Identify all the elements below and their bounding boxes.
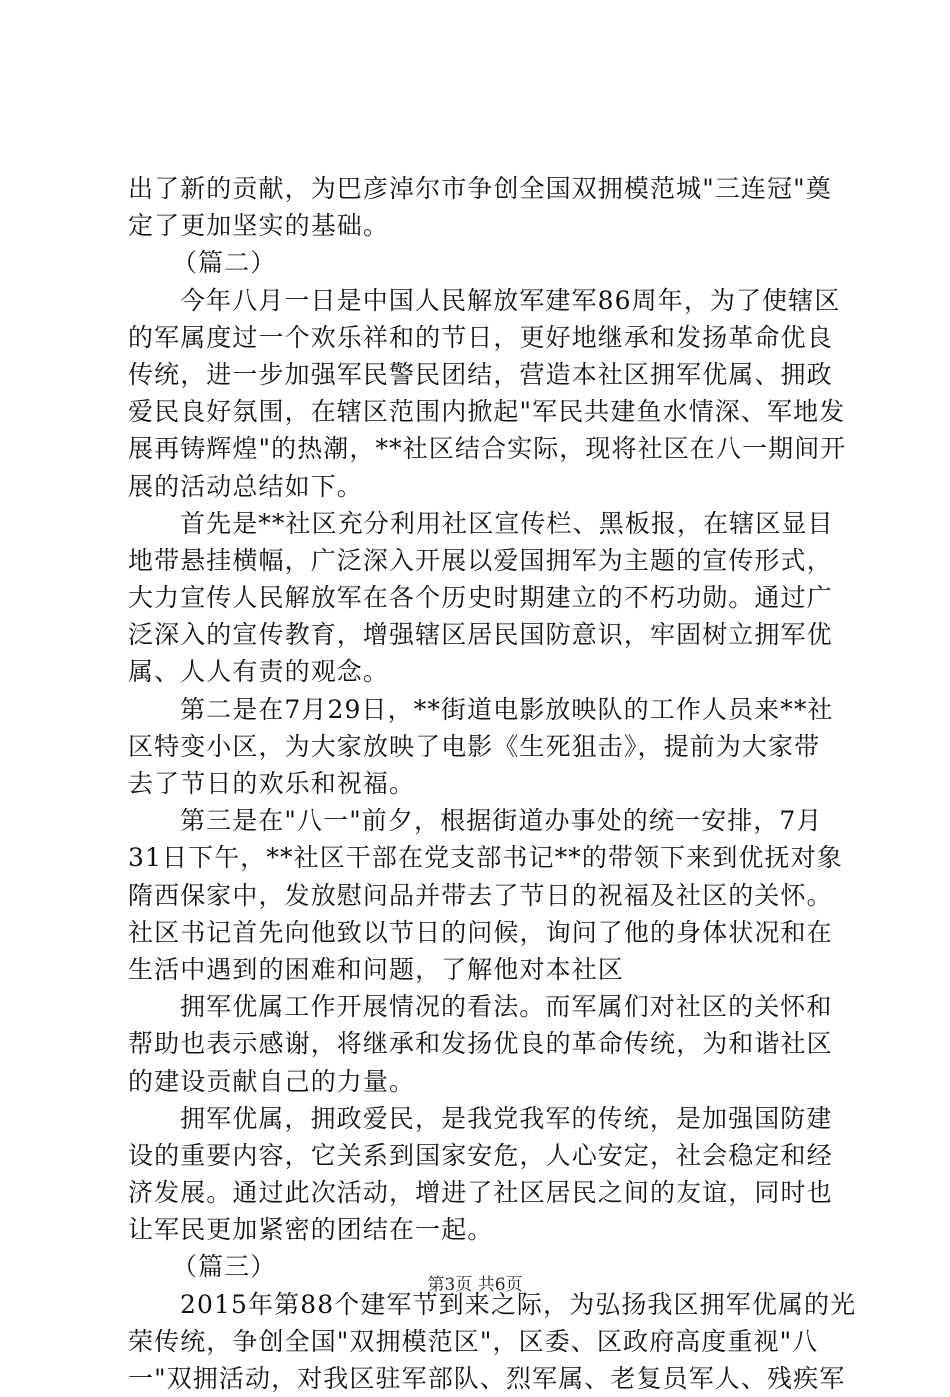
- paragraph-line: 济发展。通过此次活动，增进了社区居民之间的友谊，同时也: [128, 1178, 833, 1208]
- paragraph-line: 首先是**社区充分利用社区宣传栏、黑板报，在辖区显目: [180, 508, 834, 538]
- paragraph-line: 隋西保家中，发放慰问品并带去了节日的祝福及社区的关怀。: [128, 880, 833, 910]
- page-footer: 第3页 共6页: [427, 1275, 523, 1295]
- paragraph-line: 31日下午，**社区干部在党支部书记**的带领下来到优抚对象: [128, 843, 843, 873]
- paragraph-line: 泛深入的宣传教育，增强辖区居民国防意识，牢固树立拥军优: [128, 620, 833, 650]
- paragraph-line: 定了更加坚实的基础。: [128, 211, 390, 241]
- paragraph-line: 爱民良好氛围，在辖区范围内掀起"军民共建鱼水情深、军地发: [128, 397, 846, 427]
- section-heading: （篇二）: [172, 248, 277, 278]
- paragraph-line: 展的活动总结如下。: [128, 471, 363, 501]
- paragraph-line: 去了节日的欢乐和祝福。: [128, 769, 416, 798]
- paragraph-line: 的建设贡献自己的力量。: [128, 1066, 416, 1096]
- paragraph-line: 荣传统，争创全国"双拥模范区"，区委、区政府高度重视"八: [128, 1326, 819, 1356]
- paragraph-line: 社区书记首先向他致以节日的问候，询问了他的身体状况和在: [128, 917, 833, 947]
- paragraph-line: 让军民更加紧密的团结在一起。: [128, 1215, 494, 1245]
- paragraph-line: 设的重要内容，它关系到国家安危，人心安定，社会稳定和经: [128, 1140, 833, 1170]
- paragraph-line: 今年八月一日是中国人民解放军建军86周年，为了使辖区: [180, 285, 841, 315]
- paragraph-line: 地带悬挂横幅，广泛深入开展以爱国拥军为主题的宣传形式，: [128, 545, 833, 575]
- paragraph-line: 属、人人有责的观念。: [128, 657, 390, 687]
- paragraph-line: 出了新的贡献，为巴彦淖尔市争创全国双拥模范城"三连冠"奠: [128, 174, 832, 203]
- paragraph-line: 展再铸辉煌"的热潮，**社区结合实际，现将社区在八一期间开: [128, 434, 847, 464]
- section-heading: （篇三）: [172, 1252, 277, 1282]
- paragraph-line: 大力宣传人民解放军在各个历史时期建立的不朽功勋。通过广: [128, 583, 833, 613]
- paragraph-line: 帮助也表示感谢，将继承和发扬优良的革命传统，为和谐社区: [128, 1029, 833, 1059]
- paragraph-line: 拥军优属，拥政爱民，是我党我军的传统，是加强国防建: [180, 1103, 833, 1133]
- paragraph-line: 第三是在"八一"前夕，根据街道办事处的统一安排，7月: [180, 806, 823, 836]
- paragraph-line: 一"双拥活动，对我区驻军部队、烈军属、老复员军人、残疾军: [128, 1364, 846, 1393]
- paragraph-line: 生活中遇到的困难和问题，了解他对本社区: [128, 954, 624, 984]
- document-body: [128, 170, 857, 1397]
- paragraph-line: 传统，进一步加强军民警民团结，营造本社区拥军优属、拥政: [128, 359, 833, 389]
- paragraph-line: 的军属度过一个欢乐祥和的节日，更好地继承和发扬革命优良: [128, 322, 833, 352]
- paragraph-line: 2015年第88个建军节到来之际，为弘扬我区拥军优属的光: [180, 1289, 857, 1319]
- paragraph-line: 拥军优属工作开展情况的看法。而军属们对社区的关怀和: [180, 992, 833, 1022]
- paragraph-line: 区特变小区，为大家放映了电影《生死狙击》，提前为大家带: [128, 731, 821, 761]
- paragraph-line: 第二是在7月29日，**街道电影放映队的工作人员来**社: [180, 694, 834, 724]
